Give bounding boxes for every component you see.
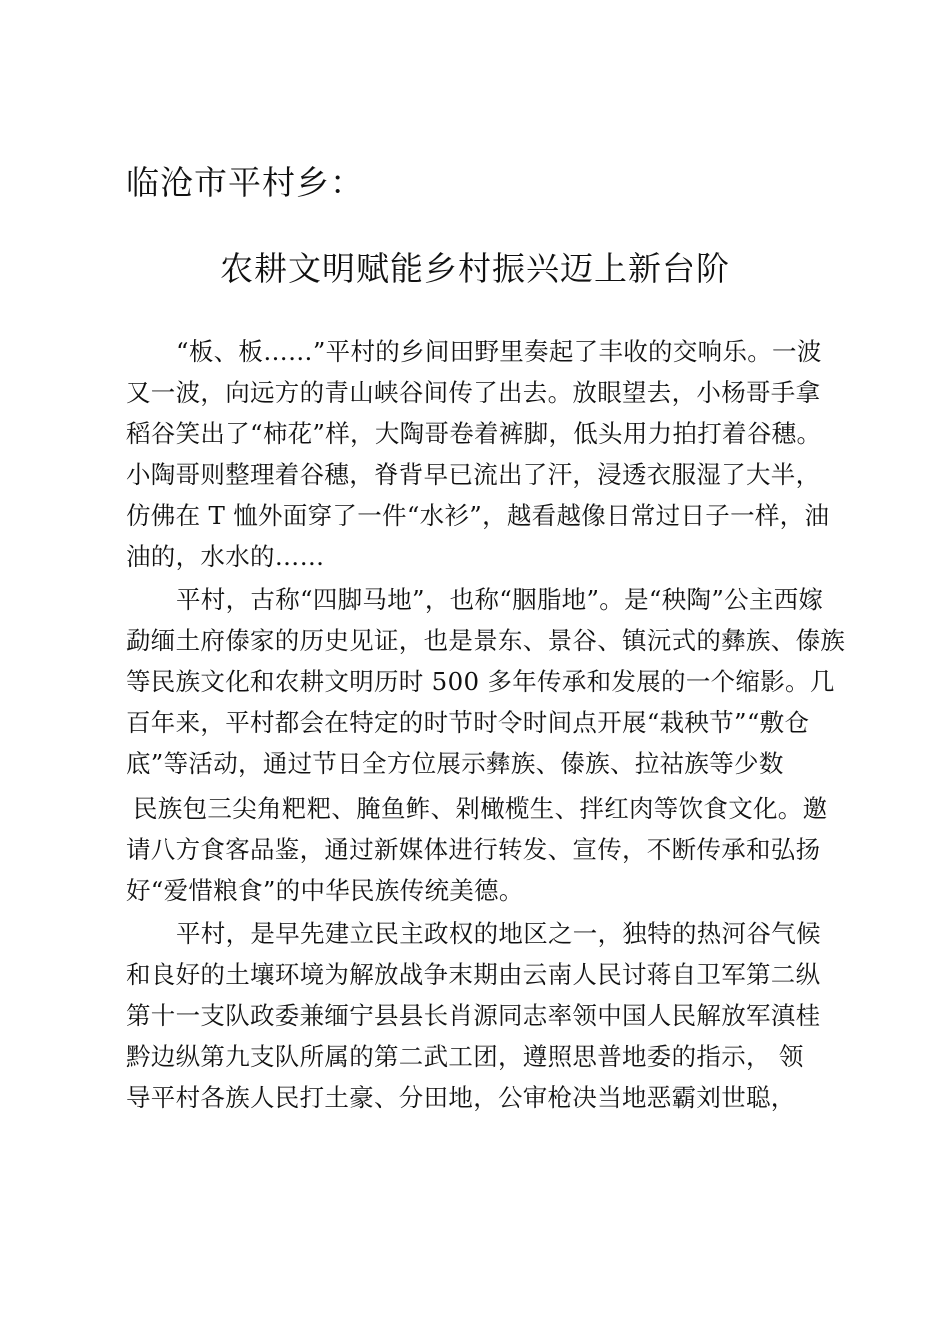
paragraph-2-line-3: 等民族文化和农耕文明历时 500 多年传承和发展的一个缩影。几 <box>126 667 835 696</box>
paragraph-1-line-3: 稻谷笑出了“柿花”样，大陶哥卷着裤脚，低头用力拍打着谷穗。 <box>126 419 822 448</box>
paragraph-3-line-1: 平村，是早先建立民主政权的地区之一，独特的热河谷气候 <box>176 919 821 948</box>
paragraph-3-line-2: 和良好的土壤环境为解放战争末期由云南人民讨蒋自卫军第二纵 <box>126 960 821 989</box>
paragraph-1-line-1: “板、板……”平村的乡间田野里奏起了丰收的交响乐。一波 <box>176 337 822 366</box>
paragraph-2-line-1: 平村，古称“四脚马地”，也称“胭脂地”。是“秧陶”公主西嫁 <box>176 585 824 614</box>
heading-location: 临沧市平村乡： <box>126 163 364 202</box>
paragraph-3-line-3: 第十一支队政委兼缅宁县县长肖源同志率领中国人民解放军滇桂 <box>126 1001 821 1030</box>
paragraph-1-line-6: 油的，水水的…… <box>126 542 325 571</box>
paragraph-2-line-4: 百年来，平村都会在特定的时节时令时间点开展“栽秧节”“敷仓 <box>126 708 810 737</box>
paragraph-2-line-5: 底”等活动，通过节日全方位展示彝族、傣族、拉祜族等少数 <box>126 749 784 778</box>
paragraph-2-line-2: 勐缅土府傣家的历史见证，也是景东、景谷、镇沅式的彝族、傣族 <box>126 626 846 655</box>
paragraph-3-line-5: 导平村各族人民打土豪、分田地，公审枪决当地恶霸刘世聪， <box>126 1083 796 1112</box>
paragraph-2-line-6: 民族包三尖角粑粑、腌鱼鲊、剁橄榄生、拌红肉等饮食文化。邀 <box>133 794 828 823</box>
paragraph-1-line-4: 小陶哥则整理着谷穗，脊背早已流出了汗，浸透衣服湿了大半， <box>126 460 821 489</box>
paragraph-1-line-5: 仿佛在 T 恤外面穿了一件“水衫”，越看越像日常过日子一样，油 <box>126 501 830 530</box>
paragraph-2-line-7: 请八方食客品鉴，通过新媒体进行转发、宣传，不断传承和弘扬 <box>126 835 821 864</box>
heading-title: 农耕文明赋能乡村振兴迈上新台阶 <box>220 249 730 288</box>
paragraph-1-line-2: 又一波，向远方的青山峡谷间传了出去。放眼望去，小杨哥手拿 <box>126 378 821 407</box>
paragraph-3-line-4: 黔边纵第九支队所属的第二武工团，遵照思普地委的指示， 领 <box>126 1042 804 1071</box>
paragraph-2-line-8: 好“爱惜粮食”的中华民族传统美德。 <box>126 876 524 905</box>
